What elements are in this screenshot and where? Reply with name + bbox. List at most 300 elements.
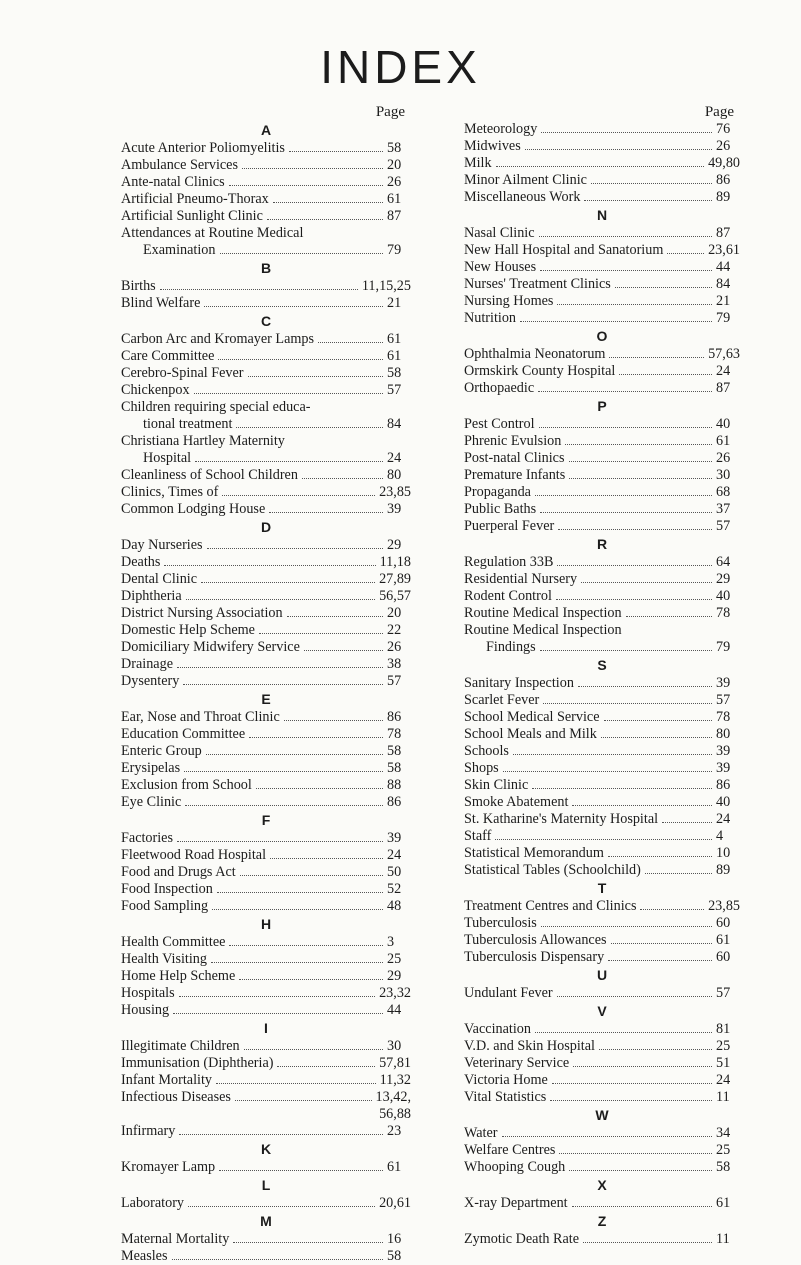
leader-dots — [550, 1100, 712, 1101]
index-entry-label: Post-natal Clinics — [464, 450, 565, 466]
leader-dots — [217, 892, 383, 893]
index-entry-label: Ambulance Services — [121, 157, 239, 173]
index-entry-label: Food Inspection — [121, 881, 213, 897]
index-entry-label: Midwives — [464, 138, 521, 154]
index-entry — [464, 1089, 740, 1106]
index-entry-page: 39 — [716, 743, 731, 759]
index-entry-page: 79 — [716, 310, 731, 326]
index-entry-page: 23,85 — [708, 898, 740, 914]
index-entry-label: Staff — [464, 828, 492, 844]
section-letter: K — [260, 1141, 272, 1157]
index-entry-label: Housing — [121, 1002, 170, 1018]
section-letter: P — [597, 398, 607, 414]
leader-dots — [578, 686, 712, 687]
index-entry-label: Smoke Abatement — [464, 794, 569, 810]
index-entry-page: 81 — [716, 1021, 731, 1037]
index-entry-label: Meteorology — [464, 121, 538, 137]
index-entry-label: Eye Clinic — [121, 794, 182, 810]
leader-dots — [569, 478, 712, 479]
index-entry — [121, 881, 411, 898]
leader-dots — [267, 219, 383, 220]
section-letter: D — [260, 519, 272, 535]
index-entry-label: Diphtheria — [121, 588, 182, 604]
index-entry-page: 52 — [387, 881, 402, 897]
leader-dots — [287, 616, 383, 617]
index-entry — [464, 1055, 740, 1072]
index-entry-label: Statistical Tables (Schoolchild) — [464, 862, 641, 878]
index-entry-label: Immunisation (Diphtheria) — [121, 1055, 274, 1071]
index-entry-page: 57 — [716, 692, 731, 708]
index-entry-page: 51 — [716, 1055, 731, 1071]
index-entry — [464, 605, 740, 622]
index-entry-page: 56,88 — [379, 1106, 411, 1122]
index-entry-page: 86 — [387, 794, 402, 810]
index-entry-page: 61 — [387, 348, 402, 364]
index-entry — [464, 588, 740, 605]
index-entry-label: Infant Mortality — [121, 1072, 213, 1088]
section-letter: L — [261, 1177, 271, 1193]
index-entry-label: New Hall Hospital and Sanatorium — [464, 242, 664, 258]
index-entry-label: Nurses' Treatment Clinics — [464, 276, 611, 292]
index-entry — [121, 1089, 411, 1106]
index-entry — [121, 588, 411, 605]
index-entry-label: Health Visiting — [121, 951, 207, 967]
index-entry — [464, 450, 740, 467]
section-letter: W — [595, 1107, 609, 1123]
index-entry-label: V.D. and Skin Hospital — [464, 1038, 595, 1054]
leader-dots — [556, 599, 712, 600]
index-entry-label: Phrenic Evulsion — [464, 433, 562, 449]
page-title: INDEX — [320, 41, 481, 93]
index-entry — [464, 242, 740, 259]
index-entry-page: 24 — [716, 363, 731, 379]
index-entry — [121, 467, 411, 484]
leader-dots — [532, 788, 712, 789]
index-entry — [121, 1002, 411, 1019]
index-entry-label: Welfare Centres — [464, 1142, 556, 1158]
index-entry — [464, 949, 740, 966]
index-entry-page: 29 — [716, 571, 731, 587]
index-entry — [121, 1159, 411, 1176]
index-entry-label: Vaccination — [464, 1021, 531, 1037]
index-entry-label: Premature Infants — [464, 467, 566, 483]
index-entry — [121, 501, 411, 518]
index-entry-page: 21 — [716, 293, 731, 309]
index-entry-page: 58 — [387, 140, 402, 156]
leader-dots — [552, 1083, 712, 1084]
index-entry-page: 57 — [387, 382, 402, 398]
leader-dots — [538, 391, 712, 392]
index-entry-label: Ear, Nose and Throat Clinic — [121, 709, 280, 725]
index-entry-label: Food Sampling — [121, 898, 209, 914]
index-entry-label: Water — [464, 1125, 498, 1141]
index-entry-label: Measles — [121, 1248, 168, 1264]
leader-dots — [273, 202, 383, 203]
index-entry-label-cont: Findings — [486, 639, 536, 655]
leader-dots — [235, 1100, 372, 1101]
section-letter: H — [260, 916, 272, 932]
section-letter: S — [597, 657, 607, 673]
index-entry-label: Statistical Memorandum — [464, 845, 604, 861]
index-entry — [464, 709, 740, 726]
index-entry — [121, 140, 411, 157]
index-entry — [464, 518, 740, 535]
index-entry — [464, 501, 740, 518]
leader-dots — [318, 342, 383, 343]
index-entry-page: 40 — [716, 794, 731, 810]
section-letter: X — [597, 1177, 607, 1193]
index-entry-page: 49,80 — [708, 155, 740, 171]
index-entry-page: 58 — [387, 1248, 402, 1264]
leader-dots — [557, 996, 712, 997]
index-column-right — [464, 104, 740, 1248]
index-entry-label: Routine Medical Inspection — [464, 605, 622, 621]
leader-dots — [211, 962, 383, 963]
leader-dots — [201, 582, 375, 583]
index-entry — [121, 743, 411, 760]
index-entry-label: Dysentery — [121, 673, 180, 689]
index-entry-page: 80 — [716, 726, 731, 742]
index-entry-label: Fleetwood Road Hospital — [121, 847, 267, 863]
section-letter: O — [596, 328, 608, 344]
index-entry — [121, 554, 411, 571]
index-entry — [121, 605, 411, 622]
index-entry-page: 30 — [716, 467, 731, 483]
leader-dots — [302, 478, 383, 479]
index-entry — [121, 639, 411, 656]
leader-dots — [513, 754, 712, 755]
index-entry-page: 57 — [716, 518, 731, 534]
index-entry — [121, 951, 411, 968]
index-entry — [464, 862, 740, 879]
index-entry-page: 61 — [387, 1159, 402, 1175]
leader-dots — [609, 357, 704, 358]
index-entry-label: School Meals and Milk — [464, 726, 597, 742]
leader-dots — [626, 616, 712, 617]
index-entry-page: 60 — [716, 949, 731, 965]
leader-dots — [604, 720, 712, 721]
index-entry-label: Scarlet Fever — [464, 692, 540, 708]
index-entry-page: 40 — [716, 588, 731, 604]
index-entry-page: 79 — [387, 242, 402, 258]
leader-dots — [220, 253, 384, 254]
index-entry-page: 68 — [716, 484, 731, 500]
index-entry — [121, 537, 411, 554]
index-entry — [464, 293, 740, 310]
index-entry-page: 44 — [716, 259, 731, 275]
index-entry — [121, 331, 411, 348]
index-entry-page: 39 — [387, 501, 402, 517]
index-entry — [464, 259, 740, 276]
index-entry — [121, 673, 411, 690]
index-entry-label: Whooping Cough — [464, 1159, 566, 1175]
index-entry-label-cont: tional treatment — [143, 416, 233, 432]
leader-dots — [608, 856, 712, 857]
index-entry-label: Births — [121, 278, 156, 294]
index-entry-label: Laboratory — [121, 1195, 185, 1211]
index-entry-label: Ante-natal Clinics — [121, 174, 225, 190]
index-entry — [121, 656, 411, 673]
leader-dots — [304, 650, 383, 651]
index-entry-page: 48 — [387, 898, 402, 914]
index-entry — [121, 484, 411, 501]
index-entry-page: 61 — [716, 1195, 731, 1211]
index-entry-label: Domestic Help Scheme — [121, 622, 255, 638]
index-entry-label: Deaths — [121, 554, 161, 570]
index-entry-page: 58 — [387, 760, 402, 776]
leader-dots — [503, 771, 712, 772]
leader-dots — [543, 703, 712, 704]
index-entry — [121, 365, 411, 382]
index-entry-page: 21 — [387, 295, 402, 311]
leader-dots — [284, 720, 383, 721]
leader-dots — [249, 737, 383, 738]
section-letter: A — [260, 122, 272, 138]
index-entry-page: 61 — [387, 191, 402, 207]
index-entry-label: School Medical Service — [464, 709, 600, 725]
index-entry — [121, 242, 411, 259]
leader-dots — [160, 289, 358, 290]
index-entry-label: Christiana Hartley Maternity — [121, 433, 285, 449]
index-entry-label: Erysipelas — [121, 760, 181, 776]
leader-dots — [581, 582, 712, 583]
index-entry-label: Regulation 33B — [464, 554, 554, 570]
index-entry-page: 37 — [716, 501, 731, 517]
leader-dots — [611, 943, 712, 944]
index-entry-label: Tuberculosis — [464, 915, 537, 931]
index-entry — [464, 1038, 740, 1055]
index-entry-label: Rodent Control — [464, 588, 552, 604]
index-entry-page: 23,32 — [379, 985, 411, 1001]
index-entry — [121, 777, 411, 794]
index-entry-label: Shops — [464, 760, 499, 776]
index-entry-label: Public Baths — [464, 501, 537, 517]
leader-dots — [204, 306, 383, 307]
index-entry-label: Sanitary Inspection — [464, 675, 574, 691]
index-entry-page: 34 — [716, 1125, 731, 1141]
index-entry-page: 61 — [387, 331, 402, 347]
index-entry-page: 61 — [716, 932, 731, 948]
index-entry-label: Zymotic Death Rate — [464, 1231, 580, 1247]
index-entry-label: Cleanliness of School Children — [121, 467, 298, 483]
index-entry-label: Home Help Scheme — [121, 968, 236, 984]
page-column-header: Page — [704, 104, 734, 120]
index-entry-page-continuation — [121, 1106, 411, 1123]
index-entry — [121, 934, 411, 951]
leader-dots — [520, 321, 712, 322]
index-entry — [464, 1125, 740, 1142]
leader-dots — [608, 960, 712, 961]
index-entry — [121, 450, 411, 467]
index-entry — [464, 1072, 740, 1089]
leader-dots — [218, 359, 383, 360]
index-entry — [464, 225, 740, 242]
index-entry-label: Illegitimate Children — [121, 1038, 240, 1054]
index-entry-label: Children requiring special educa- — [121, 399, 311, 415]
index-entry — [464, 932, 740, 949]
index-entry-page: 24 — [716, 811, 731, 827]
leader-dots — [184, 771, 383, 772]
index-entry — [121, 191, 411, 208]
leader-dots — [558, 529, 712, 530]
section-letter: Z — [597, 1213, 607, 1229]
index-entry-page: 79 — [716, 639, 731, 655]
index-entry-label: Cerebro-Spinal Fever — [121, 365, 244, 381]
index-entry-page: 57 — [716, 985, 731, 1001]
index-entry — [464, 1195, 740, 1212]
index-entry — [464, 811, 740, 828]
index-entry-label: New Houses — [464, 259, 537, 275]
index-entry-label: Tuberculosis Allowances — [464, 932, 607, 948]
section-letter: C — [260, 313, 272, 329]
index-entry-page: 39 — [716, 760, 731, 776]
index-entry-page: 57,63 — [708, 346, 740, 362]
index-entry-label: Day Nurseries — [121, 537, 203, 553]
leader-dots — [177, 667, 383, 668]
index-entry-page: 56,57 — [379, 588, 411, 604]
leader-dots — [496, 166, 704, 167]
leader-dots — [206, 754, 383, 755]
index-entry-label: Hospitals — [121, 985, 175, 1001]
index-entry-label: Nasal Clinic — [464, 225, 535, 241]
index-entry — [121, 348, 411, 365]
index-entry-page: 60 — [716, 915, 731, 931]
index-entry-page: 20 — [387, 157, 402, 173]
index-entry-page: 58 — [387, 365, 402, 381]
index-entry-page: 86 — [716, 777, 731, 793]
index-entry-page: 25 — [716, 1038, 731, 1054]
leader-dots — [584, 200, 712, 201]
index-entry-label: Infirmary — [121, 1123, 176, 1139]
index-entry-page: 11,18 — [379, 554, 411, 570]
index-entry-label: Propaganda — [464, 484, 531, 500]
index-entry-page: 24 — [387, 847, 402, 863]
index-entry — [121, 295, 411, 312]
leader-dots — [662, 822, 712, 823]
leader-dots — [207, 548, 383, 549]
leader-dots — [615, 287, 712, 288]
leader-dots — [233, 1242, 383, 1243]
index-entry-label: Education Committee — [121, 726, 246, 742]
index-entry — [121, 571, 411, 588]
section-letter: E — [261, 691, 271, 707]
leader-dots — [173, 1013, 383, 1014]
index-entry — [464, 380, 740, 397]
index-entry-label: Undulant Fever — [464, 985, 553, 1001]
index-entry-page: 24 — [716, 1072, 731, 1088]
index-entry-page: 22 — [387, 622, 402, 638]
index-entry-page: 61 — [716, 433, 731, 449]
index-entry — [464, 1159, 740, 1176]
index-entry-page: 11 — [716, 1231, 730, 1247]
index-entry-label: Dental Clinic — [121, 571, 198, 587]
index-entry-label: Chickenpox — [121, 382, 190, 398]
index-entry-page: 16 — [387, 1231, 402, 1247]
leader-dots — [216, 1083, 376, 1084]
index-entry — [464, 155, 740, 172]
leader-dots — [229, 945, 383, 946]
index-entry-label: Ophthalmia Neonatorum — [464, 346, 606, 362]
leader-dots — [240, 875, 383, 876]
leader-dots — [559, 1153, 712, 1154]
index-entry-page: 13,42, — [375, 1089, 411, 1105]
index-entry-label: Routine Medical Inspection — [464, 622, 622, 638]
index-entry-label: Schools — [464, 743, 509, 759]
index-column-left — [121, 104, 411, 1265]
index-entry — [464, 777, 740, 794]
leader-dots — [256, 788, 383, 789]
index-entry-label: Victoria Home — [464, 1072, 548, 1088]
index-entry-label: Health Committee — [121, 934, 226, 950]
index-entry-label: Kromayer Lamp — [121, 1159, 216, 1175]
leader-dots — [541, 132, 712, 133]
index-entry-page: 11,32 — [379, 1072, 411, 1088]
index-entry-label: Nutrition — [464, 310, 517, 326]
index-entry — [464, 346, 740, 363]
leader-dots — [540, 512, 712, 513]
index-entry-label: Enteric Group — [121, 743, 202, 759]
index-entry-page: 87 — [716, 380, 731, 396]
leader-dots — [540, 270, 712, 271]
index-entry — [121, 760, 411, 777]
leader-dots — [569, 1170, 712, 1171]
index-entry-label: Veterinary Service — [464, 1055, 570, 1071]
index-entry-label: Treatment Centres and Clinics — [464, 898, 637, 914]
index-entry-page: 80 — [387, 467, 402, 483]
leader-dots — [495, 839, 712, 840]
index-entry — [121, 1072, 411, 1089]
leader-dots — [179, 1134, 383, 1135]
index-entry-page: 78 — [716, 605, 731, 621]
index-entry — [121, 174, 411, 191]
leader-dots — [242, 168, 383, 169]
index-entry-label: Factories — [121, 830, 174, 846]
index-entry-page: 29 — [387, 537, 402, 553]
index-entry — [464, 121, 740, 138]
index-entry-page: 10 — [716, 845, 731, 861]
index-entry — [464, 554, 740, 571]
leader-dots — [565, 444, 712, 445]
index-entry — [121, 968, 411, 985]
leader-dots — [667, 253, 704, 254]
index-entry-page: 23 — [387, 1123, 402, 1139]
index-entry-label: Artificial Pneumo-Thorax — [121, 191, 269, 207]
index-entry — [464, 639, 740, 656]
index-entry-page: 29 — [387, 968, 402, 984]
index-entry-label: Food and Drugs Act — [121, 864, 236, 880]
index-entry — [464, 1142, 740, 1159]
index-entry-page: 58 — [387, 743, 402, 759]
leader-dots — [535, 495, 712, 496]
index-entry-page: 39 — [716, 675, 731, 691]
section-letter: T — [597, 880, 607, 896]
index-entry — [464, 828, 740, 845]
index-entry-label: Infectious Diseases — [121, 1089, 231, 1105]
index-entry — [121, 794, 411, 811]
index-sections — [464, 121, 740, 1248]
leader-dots — [248, 376, 383, 377]
index-entry-page: 27,89 — [379, 571, 411, 587]
leader-dots — [599, 1049, 712, 1050]
index-entry-page: 25 — [387, 951, 402, 967]
index-entry-page: 38 — [387, 656, 402, 672]
index-entry-label: Skin Clinic — [464, 777, 529, 793]
index-entry-label-cont: Examination — [143, 242, 216, 258]
leader-dots — [236, 427, 383, 428]
leader-dots — [601, 737, 712, 738]
page-column-header: Page — [375, 104, 405, 120]
index-entry — [464, 760, 740, 777]
